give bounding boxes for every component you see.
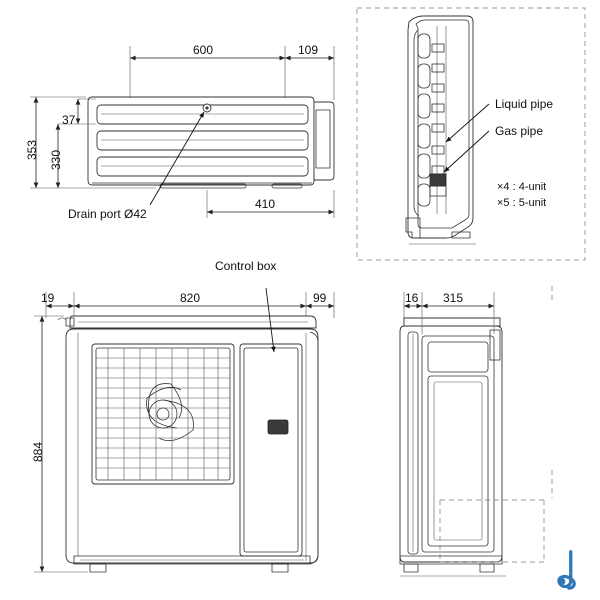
brand-logo-icon bbox=[542, 546, 588, 592]
dimension-label-19: 19 bbox=[41, 291, 55, 305]
indoor-unit-side-view-body bbox=[406, 16, 489, 244]
callout-liquid-pipe: Liquid pipe bbox=[495, 97, 554, 111]
note-4-unit: ×4 : 4-unit bbox=[497, 181, 547, 193]
dimension-label-884: 884 bbox=[31, 441, 45, 462]
indoor-unit-top-view-body bbox=[88, 97, 334, 205]
dimension-label-99: 99 bbox=[313, 291, 327, 305]
dimension-label-330: 330 bbox=[49, 149, 63, 170]
dimension-label-109: 109 bbox=[298, 43, 319, 57]
dimension-label-600: 600 bbox=[193, 43, 214, 57]
outdoor-unit-side-view-body bbox=[400, 318, 544, 576]
outdoor-unit-front-view-body bbox=[58, 288, 318, 572]
callout-control-box: Control box bbox=[215, 259, 277, 273]
dimension-label-315: 315 bbox=[443, 291, 464, 305]
dimension-label-353: 353 bbox=[25, 139, 39, 160]
dimension-label-16: 16 bbox=[405, 291, 419, 305]
dimension-label-37: 37 bbox=[62, 113, 76, 127]
dimension-label-820: 820 bbox=[180, 291, 201, 305]
note-5-unit: ×5 : 5-unit bbox=[497, 197, 547, 209]
callout-drain-port: Drain port Ø42 bbox=[68, 207, 147, 221]
callout-gas-pipe: Gas pipe bbox=[495, 124, 544, 138]
dimension-label-410: 410 bbox=[255, 197, 276, 211]
